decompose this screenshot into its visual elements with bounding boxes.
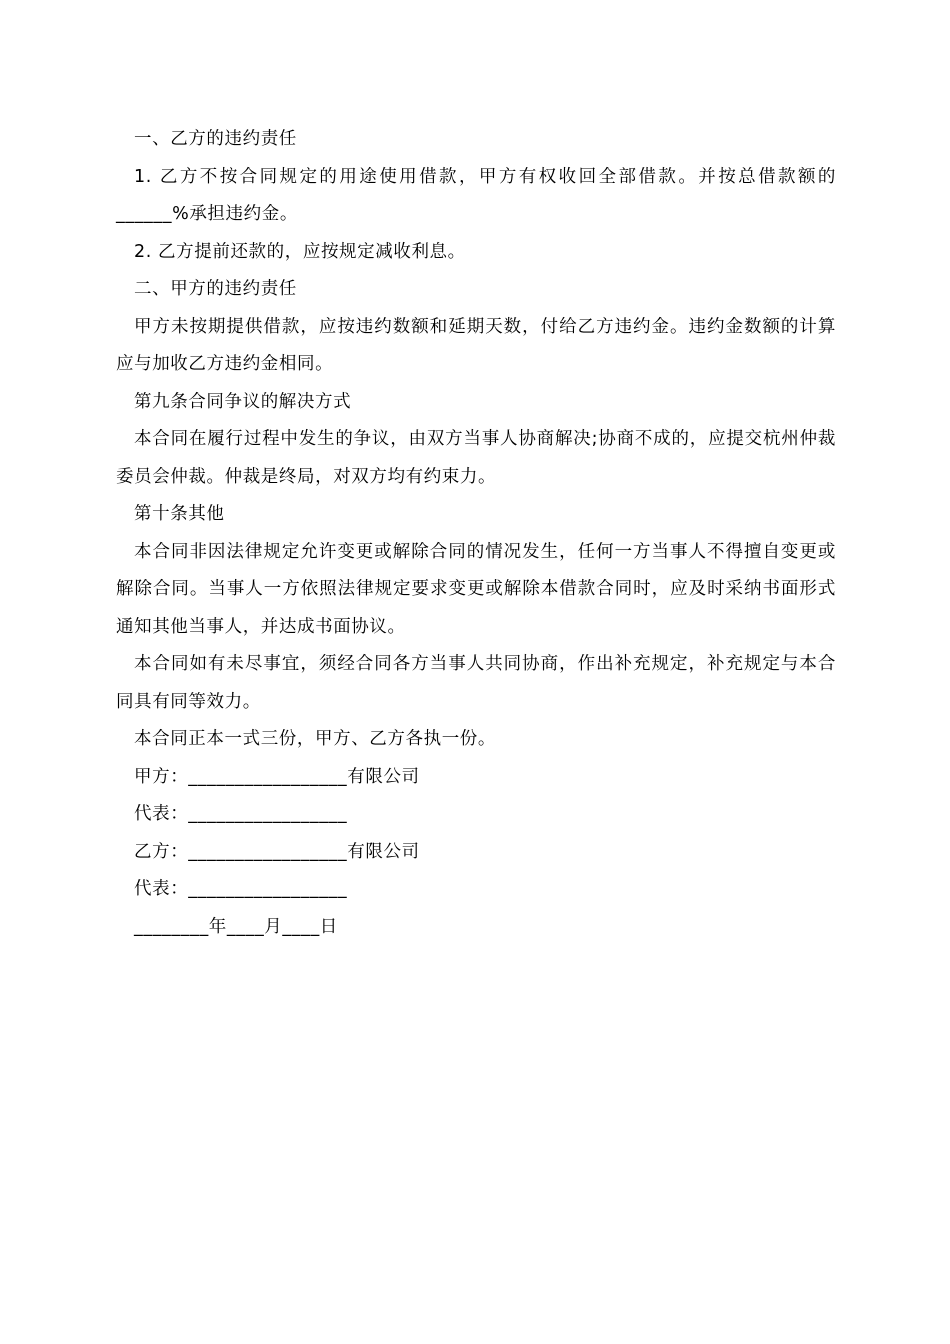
heading-party-b-breach: 一、乙方的违约责任 [134,129,297,149]
clause-modification: 本合同非因法律规定允许变更或解除合同的情况发生，任何一方当事人不得擅自变更或解除合同。当事人一方依照法律规定要求变更或解除本借款合同时，应及时采纳书面形式通知其他当事人，并达成书面协议。 [116,541,836,637]
signature-rep-a: 代表：_________________ [134,804,348,824]
heading-party-a-breach: 二、甲方的违约责任 [134,279,297,299]
signature-rep-b: 代表：_________________ [134,879,348,899]
article-10-heading: 第十条其他 [134,504,225,524]
signature-party-b: 乙方：_________________有限公司 [134,841,420,862]
clause-misuse-of-loan: 1. 乙方不按合同规定的用途使用借款，甲方有权收回全部借款。并按总借款额的______%承担违约金。 [116,166,836,224]
clause-early-repayment: 2. 乙方提前还款的，应按规定减收利息。 [134,241,466,262]
clause-dispute-resolution: 本合同在履行过程中发生的争议，由双方当事人协商解决;协商不成的，应提交杭州仲裁委员会仲裁。仲裁是终局，对双方均有约束力。 [116,429,836,487]
clause-supplementary: 本合同如有未尽事宜，须经合同各方当事人共同协商，作出补充规定，补充规定与本合同具有同等效力。 [116,654,836,712]
document-body [116,121,836,946]
clause-copies: 本合同正本一式三份，甲方、乙方各执一份。 [134,729,496,749]
signature-party-a: 甲方：_________________有限公司 [134,766,420,787]
signature-date: ________年____月____日 [134,916,338,937]
clause-late-loan-provision: 甲方未按期提供借款，应按违约数额和延期天数，付给乙方违约金。违约金数额的计算应与加收乙方违约金相同。 [116,316,836,374]
article-9-heading: 第九条合同争议的解决方式 [134,391,352,412]
